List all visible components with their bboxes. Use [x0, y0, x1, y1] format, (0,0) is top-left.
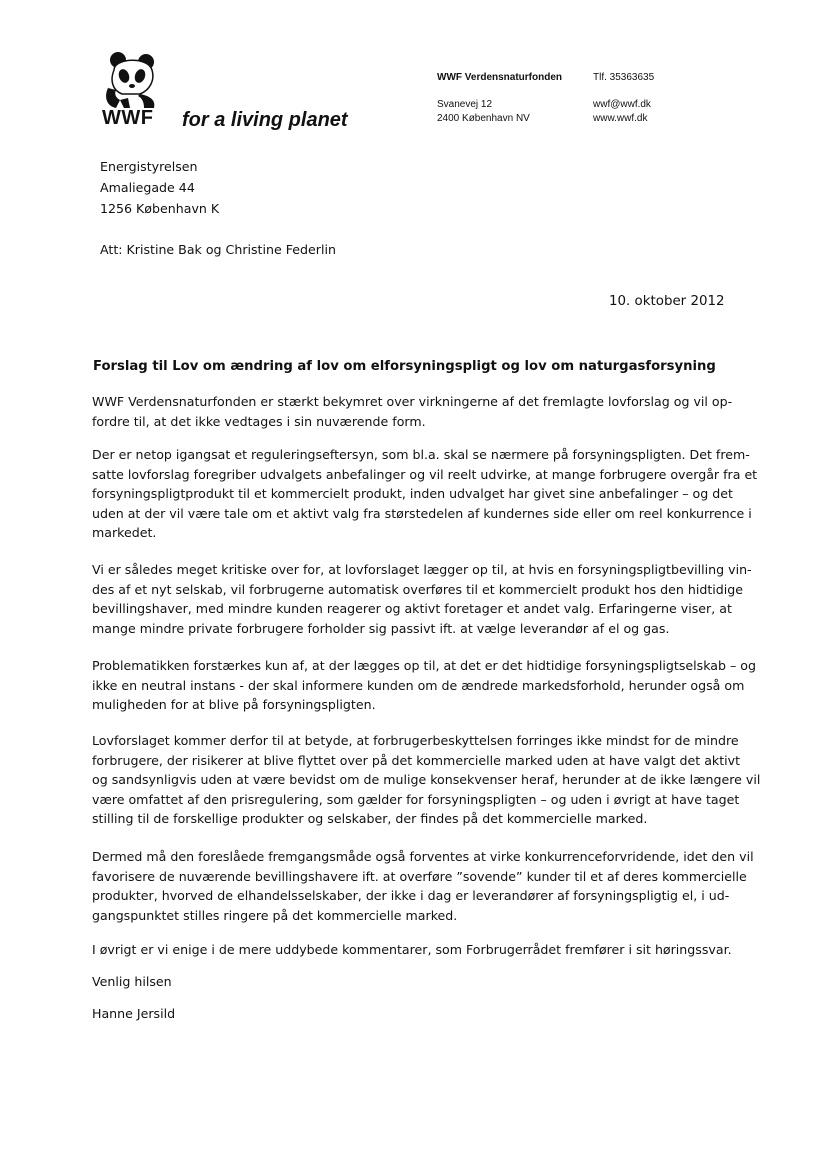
paragraph-line: favorisere de nuværende bevillingshavere ift. at overføre ”sovende” kunder til et af deres kommercielle: [92, 868, 747, 884]
paragraph-line: Dermed må den foreslåede fremgangsmåde også forventes at virke konkurrenceforvridende, idet den vil: [92, 849, 754, 864]
paragraph-line: fordre til, at det ikke vedtages i sin nuværende form.: [92, 413, 426, 429]
org-name: WWF Verdensnaturfonden: [437, 72, 562, 83]
paragraph-line: forsyningspligtprodukt til et kommercielt produkt, inden udvalget har givet sine anbefalinger – og det: [92, 486, 733, 501]
logo-tagline: for a living planet: [182, 109, 348, 131]
body-paragraph-1: [92, 392, 733, 431]
letter-date: 10. oktober 2012: [609, 294, 725, 309]
paragraph-line: mange mindre private forbrugere forholder sig passivt ift. at vælge leverandør af el og gas.: [92, 620, 670, 636]
recipient-attention: Att: Kristine Bak og Christine Federlin: [100, 242, 336, 257]
body-paragraph-7: [92, 940, 732, 960]
body-paragraph-2: [92, 445, 758, 543]
paragraph-line: muligheden for at blive på forsyningspligten.: [92, 697, 376, 712]
closing-salutation: Venlig hilsen: [92, 974, 172, 989]
org-street: Svanevej 12: [437, 99, 493, 110]
letter-subject: Forslag til Lov om ændring af lov om elforsyningspligt og lov om naturgasforsyning: [93, 359, 716, 374]
paragraph-line: Lovforslaget kommer derfor til at betyde, at forbrugerbeskyttelsen forringes ikke mindst for de mindre: [92, 733, 739, 748]
paragraph-line: bevillingshaver, med mindre kunden reagerer og aktivt foretager et andet valg. Erfaringerne viser, at: [92, 601, 732, 616]
org-website: www.wwf.dk: [593, 113, 648, 124]
body-paragraph-4: [92, 656, 756, 715]
paragraph-line: gangspunktet stilles ringere på det kommercielle marked.: [92, 907, 458, 923]
body-paragraph-5: [92, 731, 761, 829]
paragraph-line: stilling til de forskellige produkter og selskaber, der findes på det kommercielle marked.: [92, 811, 648, 826]
paragraph-line: uden at der vil være tale om et aktivt valg fra størstedelen af kundernes side eller om reel konkurrence i: [92, 505, 752, 521]
paragraph-line: markedet.: [92, 525, 157, 540]
paragraph-line: WWF Verdensnaturfonden er stærkt bekymret over virkningerne af det fremlagte lovforslag og vil op-: [92, 394, 733, 409]
org-email: wwf@wwf.dk: [593, 99, 651, 110]
recipient-name: Energistyrelsen: [100, 159, 198, 174]
recipient-city: 1256 København K: [100, 201, 220, 216]
org-phone: Tlf. 35363635: [593, 72, 655, 83]
paragraph-line: Vi er således meget kritiske over for, at lovforslaget lægger op til, at hvis en forsyningspligtbevilling vin-: [92, 562, 752, 577]
signature-name: Hanne Jersild: [92, 1006, 176, 1021]
paragraph-line: Der er netop igangsat et reguleringseftersyn, som bl.a. skal se nærmere på forsyningspligten. Det frem-: [92, 447, 750, 462]
paragraph-line: og sandsynligvis uden at være bevidst om de mulige konsekvenser heraf, herunder at de ikke længere vil: [92, 772, 761, 787]
paragraph-line: satte lovforslag foregriber udvalgets anbefalinger og vil reelt udvirke, at mange forbrugere overgår fra et: [92, 466, 758, 482]
paragraph-line: være omfattet af den prisregulering, som gælder for forsyningspligten – og uden i øvrigt at have taget: [92, 791, 740, 807]
paragraph-line: Problematikken forstærkes kun af, at der lægges op til, at det er det hidtidige forsyningspligtselskab – og: [92, 658, 756, 673]
recipient-street: Amaliegade 44: [100, 180, 195, 195]
paragraph-line: I øvrigt er vi enige i de mere uddybede kommentarer, som Forbrugerrådet fremfører i sit høringssvar.: [92, 942, 732, 957]
paragraph-line: ikke en neutral instans - der skal informere kunden om de ændrede markedsforhold, herunder også om: [92, 677, 745, 693]
paragraph-line: produkter, hvorved de elhandelsselskaber, der ikke i dag er leverandører af forsyningspligtig el, i ud-: [92, 888, 730, 903]
org-city: 2400 København NV: [437, 113, 530, 124]
body-paragraph-3: [92, 560, 752, 638]
panda-logo-icon: [100, 48, 162, 110]
body-paragraph-6: [92, 847, 754, 925]
paragraph-line: des af et nyt selskab, vil forbrugerne automatisk overføres til et kommercielt produkt hos den hidtidige: [92, 581, 744, 597]
paragraph-line: forbrugere, der risikerer at blive flyttet over på det kommercielle marked uden at have valgt det aktivt: [92, 752, 741, 768]
logo-wordmark: WWF: [102, 107, 154, 129]
